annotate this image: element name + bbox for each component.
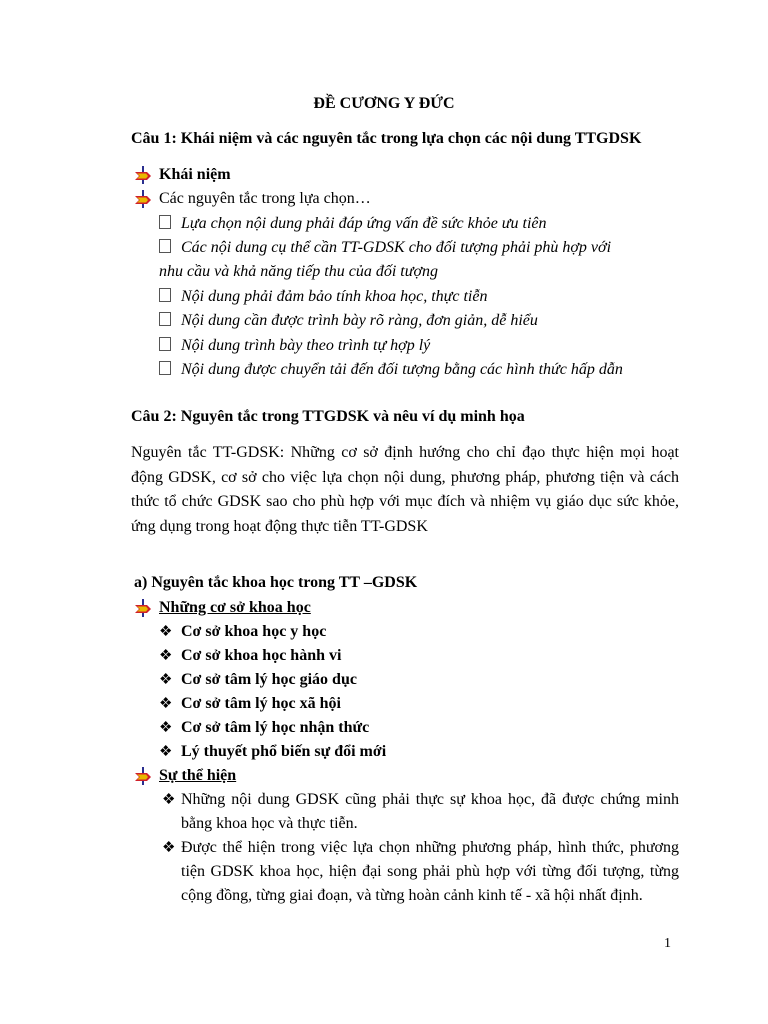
- scientific-bases-heading: Những cơ sở khoa học: [159, 599, 311, 616]
- diamond-bullet-icon: ❖: [159, 720, 173, 736]
- expression-paragraph: Được thể hiện trong việc lựa chọn những phương pháp, hình thức, phương tiện GDSK khoa học, hiện đại song phải phù hợp với từng đối tượng, từng cộng đồng, từng giai đoạn, và từng hoàn cảnh kinh tế - xã hội nhất định.: [181, 839, 679, 904]
- arrow-bullet-icon: [135, 599, 151, 617]
- basis-item: Cơ sở khoa học hành vi: [181, 647, 342, 664]
- principle-line-continued: nhu cầu và khả năng tiếp thu của đối tượng: [159, 263, 438, 280]
- expression-heading: Sự thể hiện: [159, 767, 237, 784]
- document-title: ĐỀ CƯƠNG Y ĐỨC: [313, 95, 455, 112]
- question-2-heading: Câu 2: Nguyên tắc trong TTGDSK và nêu ví dụ minh họa: [131, 408, 525, 425]
- diamond-bullet-icon: ❖: [159, 672, 173, 688]
- basis-item: Cơ sở tâm lý học giáo dục: [181, 671, 357, 688]
- principle-line: Nội dung trình bày theo trình tự hợp lý: [159, 334, 430, 358]
- principle-line: Nội dung phải đảm bảo tính khoa học, thực tiễn: [159, 285, 487, 309]
- principle-definition-paragraph: Nguyên tắc TT-GDSK: Những cơ sở định hướng cho chỉ đạo thực hiện mọi hoạt động GDSK, cơ sở cho việc lựa chọn nội dung, phương pháp, phương tiện và cách thức tổ chức GDSK sao cho phù hợp với mục đích và nhiệm vụ giáo dục sức khỏe, ứng dụng trong hoạt động thực tiễn TT-GDSK: [131, 444, 679, 535]
- diamond-bullet-icon: ❖: [159, 744, 173, 760]
- diamond-bullet-icon: ❖: [159, 696, 173, 712]
- principle-line: Lựa chọn nội dung phải đáp ứng vấn đề sức khỏe ưu tiên: [159, 212, 547, 236]
- arrow-bullet-icon: [135, 166, 151, 184]
- expression-paragraph: Những nội dung GDSK cũng phải thực sự khoa học, đã được chứng minh bằng khoa học và thực tiễn.: [181, 791, 679, 832]
- basis-item: Cơ sở tâm lý học nhận thức: [181, 719, 370, 736]
- checkbox-square-icon: [159, 312, 171, 326]
- diamond-bullet-icon: ❖: [162, 792, 176, 808]
- checkbox-square-icon: [159, 239, 171, 253]
- arrow-bullet-icon: [135, 190, 151, 208]
- diamond-bullet-icon: ❖: [162, 840, 176, 856]
- checkbox-square-icon: [159, 215, 171, 229]
- checkbox-square-icon: [159, 361, 171, 375]
- principles-item: Các nguyên tắc trong lựa chọn…: [159, 190, 371, 207]
- basis-item: Lý thuyết phổ biến sự đổi mới: [181, 743, 387, 760]
- checkbox-square-icon: [159, 288, 171, 302]
- definition-item: Khái niệm: [159, 166, 231, 183]
- principle-line: Nội dung được chuyển tải đến đối tượng bằng các hình thức hấp dẫn: [159, 358, 623, 382]
- page-number: 1: [664, 936, 671, 951]
- diamond-bullet-icon: ❖: [159, 624, 173, 640]
- arrow-bullet-icon: [135, 767, 151, 785]
- principle-line: Các nội dung cụ thể cần TT-GDSK cho đối tượng phải phù hợp với: [159, 236, 611, 260]
- checkbox-square-icon: [159, 337, 171, 351]
- subsection-a-heading: a) Nguyên tắc khoa học trong TT –GDSK: [134, 574, 418, 591]
- basis-item: Cơ sở khoa học y học: [181, 623, 327, 640]
- question-1-heading: Câu 1: Khái niệm và các nguyên tắc trong lựa chọn các nội dung TTGDSK: [131, 130, 642, 147]
- diamond-bullet-icon: ❖: [159, 648, 173, 664]
- basis-item: Cơ sở tâm lý học xã hội: [181, 695, 341, 712]
- principle-line: Nội dung cần được trình bày rõ ràng, đơn giản, dễ hiểu: [159, 309, 538, 333]
